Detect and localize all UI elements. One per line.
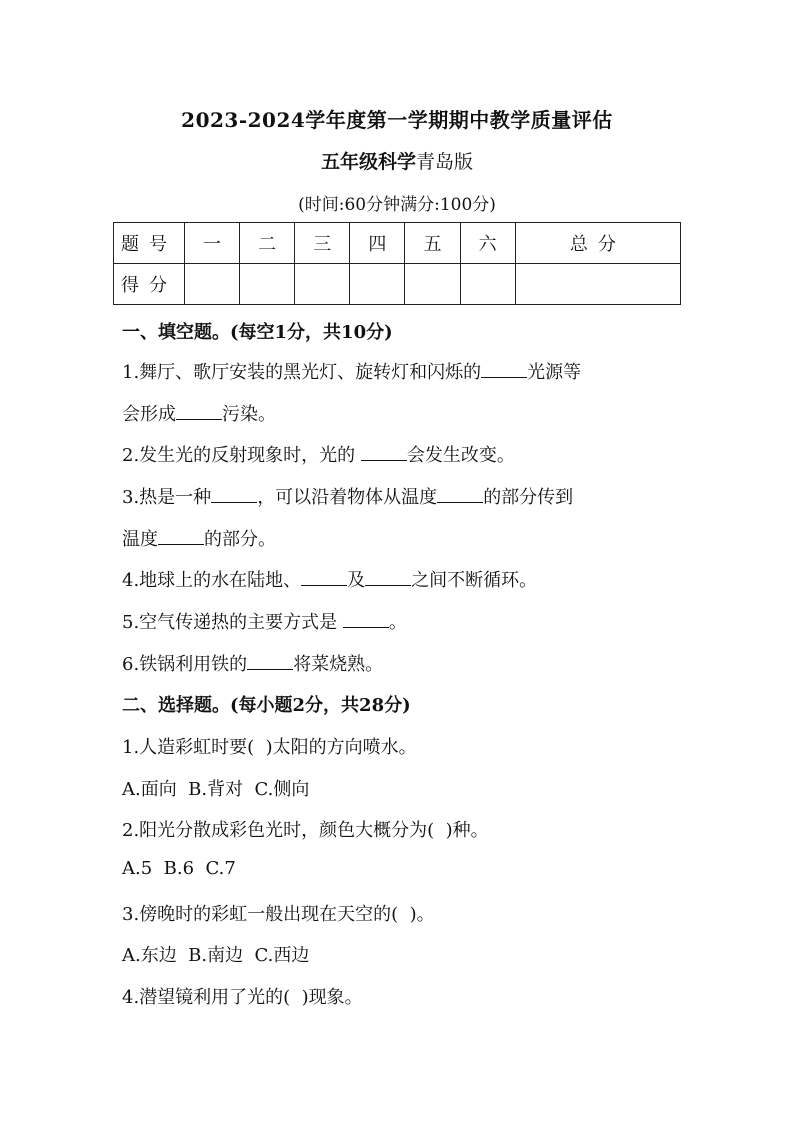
choice-question-4: 4.潜望镜利用了光的( )现象。 (122, 987, 363, 1008)
answer-blank[interactable] (361, 442, 407, 461)
column-header-4: 四 (350, 223, 405, 264)
subtitle-extra: 青岛版 (416, 151, 474, 173)
q2-text-b: 会发生改变。 (406, 445, 515, 466)
column-header-1: 一 (185, 223, 240, 264)
q3-text-d: 温度 (122, 529, 158, 550)
score-table-header-row (114, 223, 681, 264)
answer-blank[interactable] (343, 609, 389, 628)
time-info: (时间:60分钟满分:100分) (298, 195, 496, 215)
q6-text-b: 将菜烧熟。 (293, 654, 384, 675)
q4-text-c: 之间不断循环。 (411, 570, 538, 591)
section2-heading: 二、选择题。(每小题2分，共28分) (122, 695, 411, 716)
choice-question-1-options: A.面向 B.背对 C.侧向 (122, 779, 310, 800)
row-label-score: 得分 (114, 264, 185, 305)
column-header-5: 五 (405, 223, 460, 264)
answer-blank[interactable] (176, 401, 222, 420)
score-cell-3[interactable] (295, 264, 350, 305)
score-cell-total[interactable] (515, 264, 680, 305)
answer-blank[interactable] (481, 359, 527, 378)
q3-text-a: 3.热是一种 (122, 487, 212, 508)
subtitle-main: 五年级科学 (320, 151, 416, 173)
score-table-score-row (114, 264, 681, 305)
fill-question-6 (122, 650, 383, 676)
column-header-3: 三 (295, 223, 350, 264)
answer-blank[interactable] (247, 651, 293, 670)
section1-heading: 一、填空题。(每空1分，共10分) (122, 322, 393, 343)
score-cell-5[interactable] (405, 264, 460, 305)
column-header-6: 六 (460, 223, 515, 264)
column-header-2: 二 (240, 223, 295, 264)
fill-question-5 (122, 608, 407, 634)
q1-text-c: 会形成 (122, 404, 176, 425)
score-cell-6[interactable] (460, 264, 515, 305)
q3-text-b: ，可以沿着物体从温度 (257, 487, 438, 508)
score-cell-4[interactable] (350, 264, 405, 305)
column-header-total: 总分 (515, 223, 680, 264)
answer-blank[interactable] (365, 567, 411, 586)
q3-text-c: 的部分传到 (483, 487, 574, 508)
choice-question-2-options: A.5 B.6 C.7 (122, 858, 236, 879)
q1-text-b: 光源等 (527, 362, 582, 383)
answer-blank[interactable] (158, 526, 204, 545)
score-table (113, 222, 681, 305)
fill-question-3-line1 (122, 483, 573, 509)
fill-question-1-line1 (122, 358, 581, 384)
fill-question-4 (122, 566, 537, 592)
fill-question-3-line2 (122, 525, 276, 551)
answer-blank[interactable] (211, 484, 257, 503)
q5-text-a: 5.空气传递热的主要方式是 (122, 612, 343, 633)
fill-question-2 (122, 441, 515, 467)
exam-title: 2023-2024学年度第一学期期中教学质量评估 (181, 108, 613, 132)
choice-question-3: 3.傍晚时的彩虹一般出现在天空的( )。 (122, 904, 435, 925)
choice-question-1: 1.人造彩虹时要( )太阳的方向喷水。 (122, 737, 417, 758)
q1-text-d: 污染。 (222, 404, 276, 425)
choice-question-2: 2.阳光分散成彩色光时，颜色大概分为( )种。 (122, 820, 489, 841)
answer-blank[interactable] (301, 567, 347, 586)
fill-question-1-line2 (122, 400, 276, 426)
choice-question-3-options: A.东边 B.南边 C.西边 (122, 945, 310, 966)
q4-text-b: 及 (347, 570, 366, 591)
q2-text-a: 2.发生光的反射现象时，光的 (122, 445, 361, 466)
q6-text-a: 6.铁锅利用铁的 (122, 654, 248, 675)
q5-text-b: 。 (388, 612, 407, 633)
row-label-question-number: 题号 (114, 223, 185, 264)
score-cell-2[interactable] (240, 264, 295, 305)
q1-text-a: 1.舞厅、歌厅安装的黑光灯、旋转灯和闪烁的 (122, 362, 482, 383)
answer-blank[interactable] (437, 484, 483, 503)
score-cell-1[interactable] (185, 264, 240, 305)
q3-text-e: 的部分。 (204, 529, 276, 550)
exam-subtitle (0, 147, 794, 174)
q4-text-a: 4.地球上的水在陆地、 (122, 570, 302, 591)
